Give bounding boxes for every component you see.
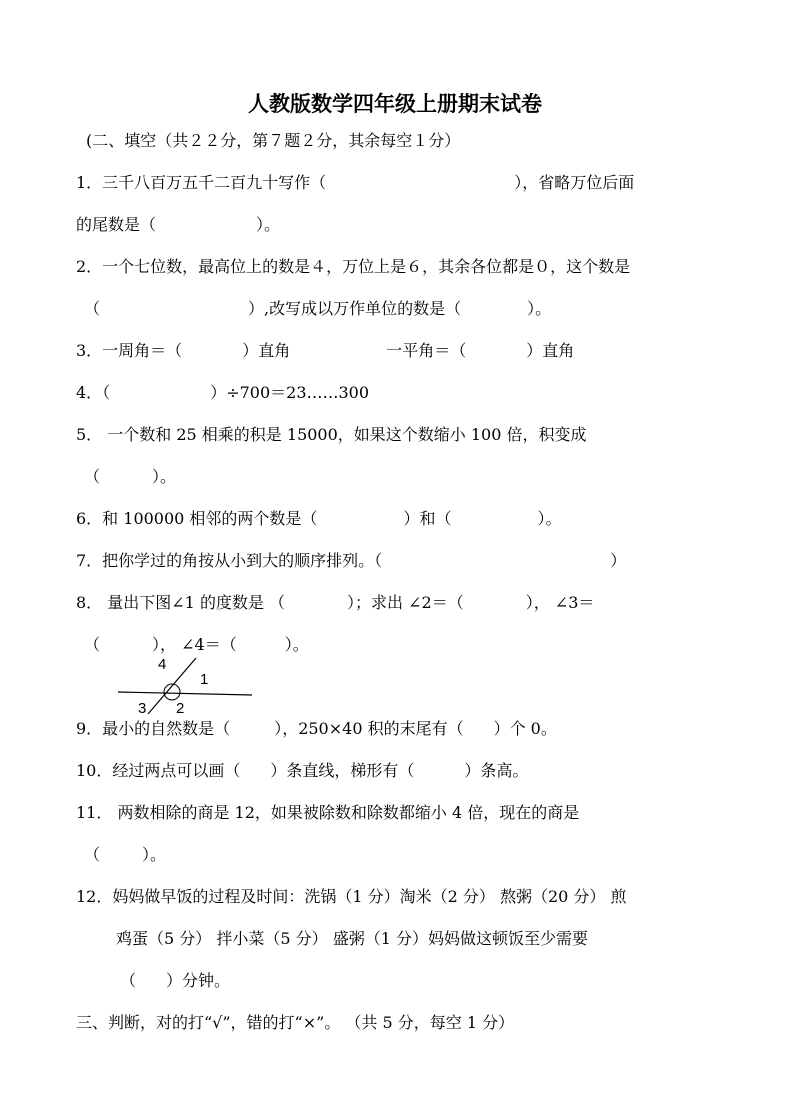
q1-text-b: ），省略万位后面: [514, 173, 635, 192]
q2-text-d: ）。: [527, 299, 552, 318]
angle-label-2: 2: [176, 700, 185, 716]
q6-text-b: ）和（: [403, 509, 452, 528]
q8-text-a: 8． 量出下图∠1 的度数是 （: [76, 593, 286, 612]
q7-text-b: ）: [610, 551, 627, 570]
section-2-header: (二、填空（共２２分，第７题２分，其余每空１分）: [86, 131, 461, 150]
section-3-header: 三、判断，对的打“√”，错的打“×”。 （共 5 分，每空 1 分）: [76, 1013, 515, 1032]
q3-text-b: ）直角: [242, 341, 291, 360]
question-5-line-1: 5． 一个数和 25 相乘的积是 15000，如果这个数缩小 100 倍，积变成: [76, 425, 587, 444]
q6-text-a: 6．和 100000 相邻的两个数是（: [76, 509, 318, 528]
question-7: [76, 548, 626, 571]
q2-text-c: ）,改写成以万作单位的数是（: [248, 299, 462, 318]
q8-text-e: ）， ∠4＝（: [152, 635, 237, 654]
q4-text-a: 4．（: [76, 383, 111, 402]
q5-text-c: ）。: [152, 467, 177, 486]
page-title: 人教版数学四年级上册期末试卷: [248, 91, 542, 116]
angle-label-4: 4: [158, 656, 167, 673]
question-11-line-1: 11． 两数相除的商是 12，如果被除数和除数都缩小 4 倍，现在的商是: [76, 803, 580, 822]
q2-text-b: （: [84, 299, 101, 318]
q11-text-b: （: [84, 845, 101, 864]
q9-text-c: ）个 0。: [493, 719, 557, 738]
q10-text-b: ）条直线，梯形有（: [270, 761, 415, 780]
question-4: [76, 380, 369, 403]
question-3: [76, 338, 574, 361]
q11-text-c: ）。: [142, 845, 167, 864]
question-8-line-1: [76, 590, 594, 613]
angle-label-1: 1: [200, 671, 209, 688]
question-12-line-1: 12．妈妈做早饭的过程及时间：洗锅（1 分）淘米（2 分） 熬粥（20 分） 煎: [76, 887, 627, 906]
q3-text-c: 一平角＝（: [386, 341, 467, 360]
q8-text-c: ）， ∠3＝: [525, 593, 595, 612]
q8-text-b: ）；求出 ∠2＝（: [347, 593, 464, 612]
q12-text-d: ）分钟。: [166, 971, 231, 990]
question-12-line-2: 鸡蛋（5 分） 拌小菜（5 分） 盛粥（1 分）妈妈做这顿饭至少需要: [116, 929, 588, 948]
q7-text-a: 7．把你学过的角按从小到大的顺序排列。（: [76, 551, 383, 570]
question-11-line-2: [84, 842, 166, 865]
q4-text-b: ）÷700＝23……300: [210, 383, 370, 402]
q9-text-a: 9．最小的自然数是（: [76, 719, 231, 738]
q5-text-b: （: [84, 467, 101, 486]
angle-figure: [112, 652, 258, 716]
q10-text-a: 10．经过两点可以画（: [76, 761, 241, 780]
q3-text-a: 3．一周角＝（: [76, 341, 183, 360]
q6-text-c: ）。: [537, 509, 562, 528]
question-2-line-1: 2．一个七位数，最高位上的数是４，万位上是６，其余各位都是０，这个数是: [76, 257, 631, 276]
q3-text-d: ）直角: [526, 341, 575, 360]
q8-text-f: ）。: [284, 635, 309, 654]
question-6: [76, 506, 561, 529]
slanted-line: [148, 658, 196, 714]
question-1-line-1: [76, 170, 634, 193]
q9-text-b: ），250×40 积的末尾有（: [274, 719, 464, 738]
angle-label-3: 3: [138, 700, 147, 716]
question-10: [76, 758, 528, 781]
question-5-line-2: [84, 464, 176, 487]
q1-text-c: 的尾数是（: [76, 215, 157, 234]
q12-text-c: （: [120, 971, 137, 990]
q10-text-c: ）条高。: [464, 761, 529, 780]
question-1-line-2: [76, 212, 280, 235]
q1-text-a: 1．三千八百万五千二百九十写作（: [76, 173, 327, 192]
question-9: [76, 716, 557, 739]
q8-text-d: （: [84, 635, 101, 654]
question-2-line-2: [84, 296, 551, 319]
q1-text-d: ）。: [256, 215, 281, 234]
horizontal-line: [118, 692, 252, 695]
question-12-line-3: [120, 968, 230, 991]
